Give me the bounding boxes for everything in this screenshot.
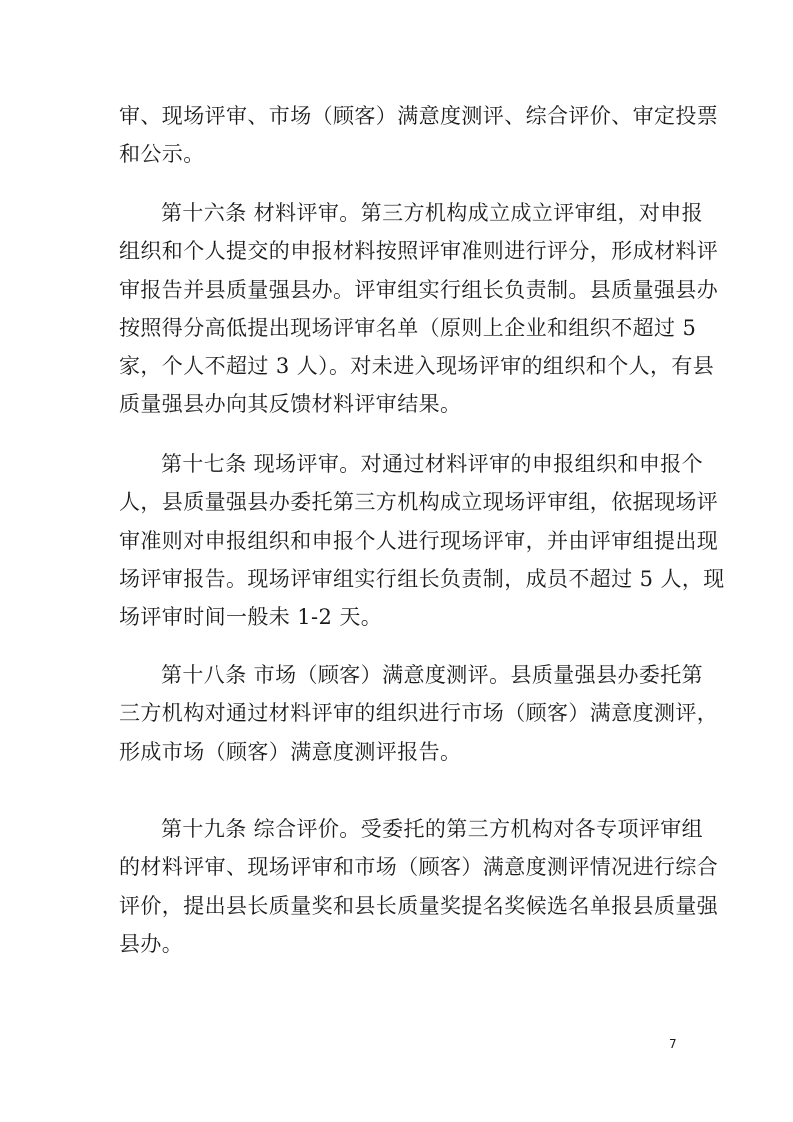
text-line: 评价，提出县长质量奖和县长质量奖提名奖候选名单报县质量强 <box>119 893 719 918</box>
text-line: 形成市场（顾客）满意度测评报告。 <box>119 739 462 764</box>
text-line: 县办。 <box>119 931 184 956</box>
text-line: 第十六条 材料评审。第三方机构成立成立评审组，对申报 <box>161 201 704 225</box>
text-line: 质量强县办向其反馈材料评审结果。 <box>119 392 462 417</box>
paragraph-continuation <box>119 97 719 174</box>
text-line: 和公示。 <box>119 142 205 167</box>
text-line: 场评审时间一般未 1-2 天。 <box>119 605 383 630</box>
text-line: 审准则对申报组织和申报个人进行现场评审，并由评审组提出现 <box>119 528 719 553</box>
text-line: 家，个人不超过 3 人）。对未进入现场评审的组织和个人，有县 <box>119 354 715 379</box>
text-line: 审报告并县质量强县办。评审组实行组长负责制。县质量强县办 <box>119 277 719 302</box>
paragraph-article-17 <box>119 445 725 636</box>
text-line: 第十八条 市场（顾客）满意度测评。县质量强县办委托第 <box>161 663 704 687</box>
paragraph-article-18 <box>119 656 719 771</box>
text-line: 第十九条 综合评价。受委托的第三方机构对各专项评审组 <box>161 817 704 841</box>
text-line: 第十七条 现场评审。对通过材料评审的申报组织和申报个 <box>161 452 704 476</box>
text-line: 按照得分高低提出现场评审名单（原则上企业和组织不超过 5 <box>119 315 697 340</box>
text-line: 审、现场评审、市场（顾客）满意度测评、综合评价、审定投票 <box>119 104 719 128</box>
paragraph-article-19 <box>119 810 719 963</box>
text-line: 组织和个人提交的申报材料按照评审准则进行评分，形成材料评 <box>119 239 719 264</box>
paragraph-article-16 <box>119 194 719 424</box>
text-line: 三方机构对通过材料评审的组织进行市场（顾客）满意度测评， <box>119 701 719 726</box>
text-line: 的材料评审、现场评审和市场（顾客）满意度测评情况进行综合 <box>119 855 719 880</box>
page-number: 7 <box>669 1037 677 1051</box>
text-line: 人，县质量强县办委托第三方机构成立现场评审组，依据现场评 <box>119 490 719 515</box>
text-line: 场评审报告。现场评审组实行组长负责制，成员不超过 5 人，现 <box>119 566 725 591</box>
